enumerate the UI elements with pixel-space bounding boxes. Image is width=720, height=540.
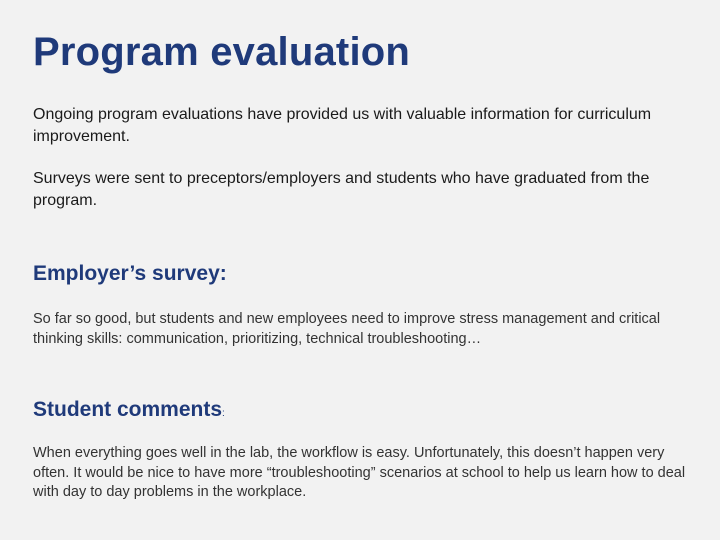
employer-survey-heading: Employer’s survey: [33, 262, 227, 285]
student-comments-text: When everything goes well in the lab, the workflow is easy. Unfortunately, this doesn’t happen very often. It would be nice to have more “troubleshooting” scenarios at school to help us learn how to deal with day to day problems in the workplace. [33, 445, 686, 500]
student-comments-colon: : [222, 408, 225, 419]
survey-paragraph: Surveys were sent to preceptors/employers and students who have graduated from the program. [33, 170, 650, 209]
slide-title: Program evaluation [33, 30, 411, 74]
student-comments-heading [33, 398, 225, 422]
intro-paragraph: Ongoing program evaluations have provided us with valuable information for curriculum improvement. [33, 106, 652, 145]
employer-survey-text: So far so good, but students and new employees need to improve stress management and critical thinking skills: communication, prioritizing, technical troubleshooting… [33, 311, 661, 347]
student-comments-label: Student comments [33, 398, 223, 421]
